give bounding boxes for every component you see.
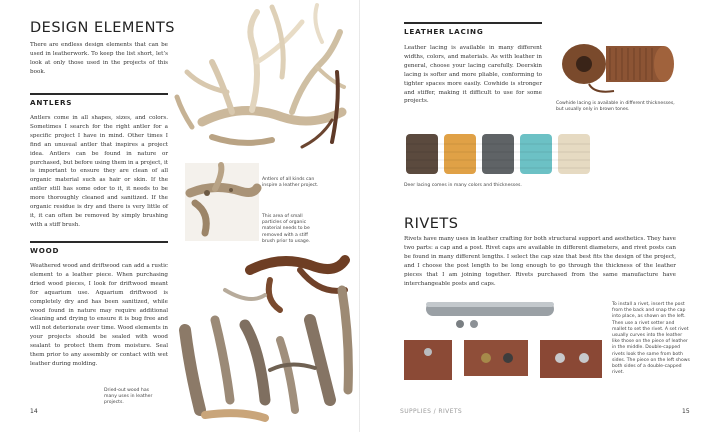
deer-caption: Deer lacing comes in many colors and thicknesses. [404, 183, 522, 188]
wood-heading: WOOD [30, 246, 60, 255]
page-number-left: 14 [30, 408, 38, 415]
cowhide-lacing-photo [554, 36, 684, 96]
wood-caption: Dried-out wood has many uses in leather projects. [104, 388, 153, 406]
intro-paragraph: There are endless design elements that can be used in leatherwork. To keep the list short, let’s look at only those used in the projects of this book. [30, 42, 168, 75]
antler-detail-caption: This area of small particles of organic material needs to be removed with a stiff brush prior to usage. [262, 214, 311, 244]
rivets-caption: To install a rivet, insert the post from the back and snap the cap into place, as shown on the left. Then use a rivet setter and mallet to set the rivet. A set rivet usually curves into the leather like those on the piece of leather in the middle. Double-capped rivets look the same from both sides. The piece on the left shows both sides of a double-capped rivet. [612, 302, 690, 376]
deer-lacing-photo [404, 130, 596, 178]
cowhide-caption: Cowhide lacing is available in different thicknesses, but usually only in brown tones. [556, 101, 675, 113]
lacing-paragraph: Leather lacing is available in many different widths, colors, and materials. As with leather in general, choose your lacing carefully. Deerskin lacing is softer and more pliable, conforming to tighter spaces more easily. Cowhide is stronger and stiffer, making it difficult to use for some projects. [404, 45, 542, 105]
antlers-heading: ANTLERS [30, 98, 73, 107]
wood-rule [30, 241, 168, 243]
lacing-rule [404, 22, 542, 24]
page-title: DESIGN ELEMENTS [30, 20, 175, 36]
antlers-rule [30, 93, 168, 95]
rivets-title: RIVETS [404, 216, 459, 232]
running-head-topic: RIVETS [438, 408, 463, 415]
antlers-caption: Antlers of all kinds can inspire a leather project. [262, 177, 319, 189]
driftwood-photo [170, 250, 360, 425]
page-number-right: 15 [682, 408, 690, 415]
wood-paragraph: Weathered wood and driftwood can add a rustic element to a leather piece. When purchasing dried wood pieces, I look for driftwood meant for aquarium use. Aquarium driftwood is completely dry and has been sanitized, while wood found in nature may require additional cleaning and drying to ensure it is bug free and will not deteriorate over time. Wood elements in your projects should be sealed with wood sealant to protect them from moisture. Seal them prior to any assembly or contact with wet leather during molding. [30, 263, 168, 367]
rivets-photo [402, 300, 612, 385]
right-page [360, 0, 720, 432]
lacing-heading: LEATHER LACING [404, 27, 484, 36]
running-head-section: SUPPLIES [400, 408, 432, 415]
antlers-photo [172, 2, 347, 162]
running-head: SUPPLIES / RIVETS [400, 408, 463, 415]
antlers-paragraph: Antlers come in all shapes, sizes, and colors. Sometimes I search for the right antler for a specific project I have in mind. Other times I find an unusual antler that inspires a project idea. Antlers can be found in nature or purchased, but before using them in a project, it is important to ensure they are clean of all organic material such as hair or skin. If the antler still has some odor to it, it needs to be more thoroughly cleaned and sanitized. If the organic residue is dry and there is very little of it, it can often be removed by simply brushing with a stiff brush. [30, 115, 168, 228]
rivets-paragraph: Rivets have many uses in leather crafting for both structural support and aesthetics. They have two parts: a cap and a post. Rivet caps are available in different diameters, and rivet posts can be found in many different lengths. I select the cap size that best fits the design of the project, and I choose the post length to be long enough to go through the thickness of the leather pieces that I am joining together. Rivets purchased from the same manufacture have interchangeable posts and caps. [404, 236, 676, 287]
antler-detail-photo [185, 163, 259, 241]
